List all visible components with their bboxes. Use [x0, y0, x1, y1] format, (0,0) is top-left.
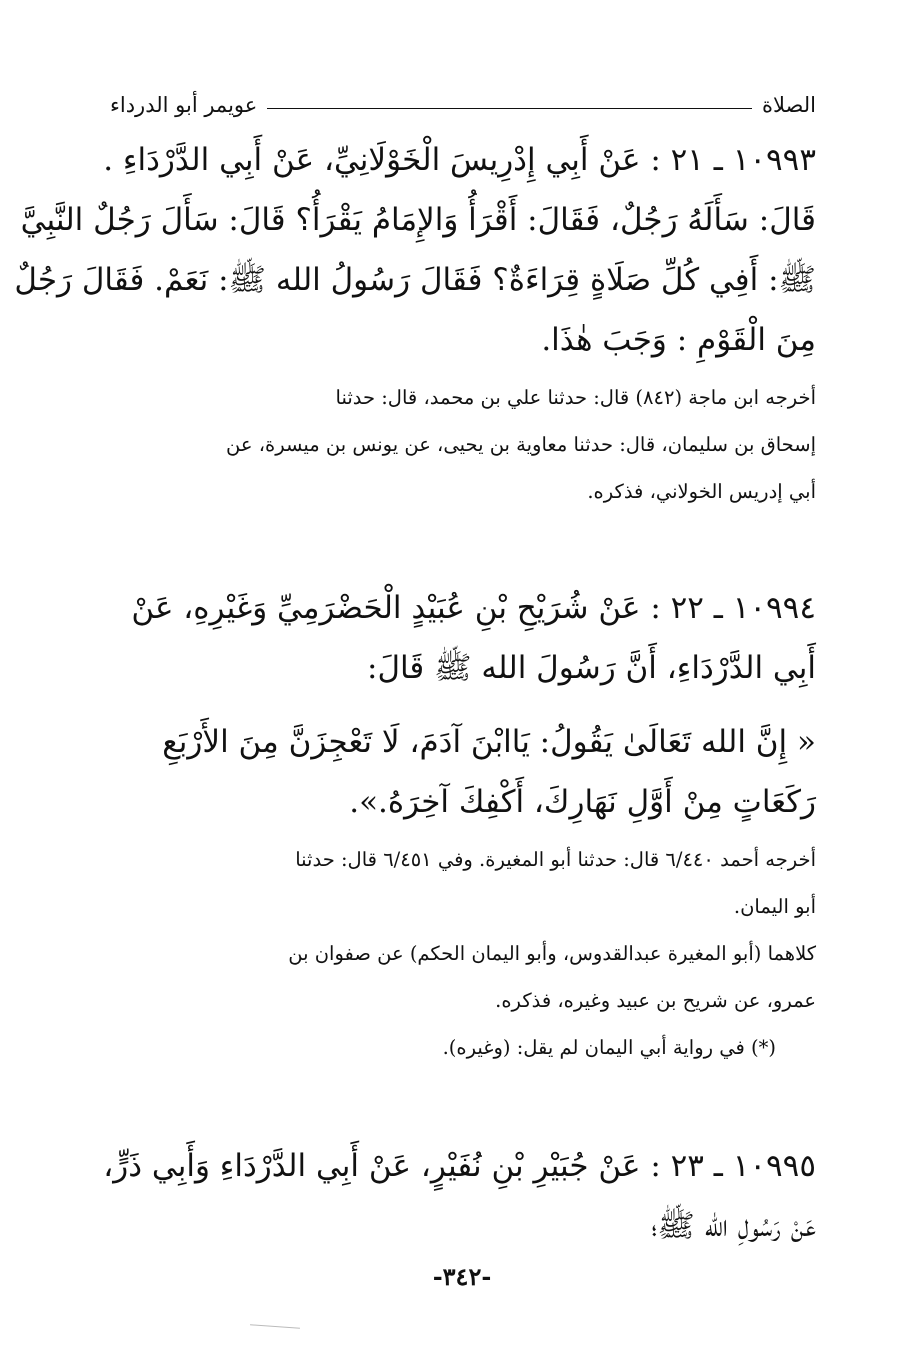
takhrij-10994 — [108, 836, 816, 1071]
header-rule — [267, 108, 752, 109]
running-header — [110, 88, 816, 122]
takhrij-note: (*) في رواية أبي اليمان لم يقل: (وغيره). — [442, 1036, 776, 1059]
hadith-line: ١٠٩٩٥ ـ ٢٣ : عَنْ جُبَيْرِ بْنِ نُفَيْرٍ، عَنْ أَبِي الدَّرْدَاءِ وَأَبِي ذَرٍّ، — [103, 1148, 816, 1184]
takhrij-line: أخرجه أحمد ٦/٤٤٠ قال: حدثنا أبو المغيرة. وفي ٦/٤٥١ قال: حدثنا — [295, 848, 816, 871]
hadith-line: عَنْ رَسُولِ الله ﷺ؛ — [651, 1208, 816, 1244]
takhrij-line: إسحاق بن سليمان، قال: حدثنا معاوية بن يحيى، عن يونس بن ميسرة، عن — [226, 433, 816, 456]
hadith-10994-intro — [108, 578, 816, 698]
hadith-line: ١٠٩٩٣ ـ ٢١ : عَنْ أَبِي إِدْرِيسَ الْخَوْلَانِيِّ، عَنْ أَبِي الدَّرْدَاءِ . — [103, 142, 816, 178]
hadith-10994-text — [108, 712, 816, 832]
takhrij-line: أخرجه ابن ماجة (٨٤٢) قال: حدثنا علي بن محمد، قال: حدثنا — [335, 386, 816, 409]
takhrij-10993 — [108, 374, 816, 515]
hadith-line: قَالَ: سَأَلَهُ رَجُلٌ، فَقَالَ: أَقْرَأُ وَالإِمَامُ يَقْرَأُ؟ قَالَ: سَأَلَ رَجُلٌ النَّبِيَّ — [20, 202, 816, 238]
hadith-line: ١٠٩٩٤ ـ ٢٢ : عَنْ شُرَيْحِ بْنِ عُبَيْدٍ الْحَضْرَمِيِّ وَغَيْرِهِ، عَنْ — [131, 590, 816, 626]
header-narrator: عويمر أبو الدرداء — [110, 93, 258, 117]
hadith-line: مِنَ الْقَوْمِ : وَجَبَ هٰذَا. — [541, 322, 816, 358]
scan-mark — [250, 1324, 300, 1328]
page-number: -٣٤٢- — [432, 1262, 492, 1291]
takhrij-line: عمرو، عن شريح بن عبيد وغيره، فذكره. — [495, 989, 816, 1012]
takhrij-line: كلاهما (أبو المغيرة عبدالقدوس، وأبو اليمان الحكم) عن صفوان بن — [288, 942, 816, 965]
takhrij-line: أبي إدريس الخولاني، فذكره. — [587, 480, 816, 503]
hadith-line: « إِنَّ الله تَعَالَىٰ يَقُولُ: يَاابْنَ آدَمَ، لَا تَعْجِزَنَّ مِنَ الأَرْبَعِ — [162, 724, 816, 760]
hadith-line: رَكَعَاتٍ مِنْ أَوَّلِ نَهَارِكَ، أَكْفِكَ آخِرَهُ.». — [349, 784, 816, 820]
takhrij-line: أبو اليمان. — [733, 895, 816, 918]
hadith-10995 — [103, 1136, 816, 1256]
hadith-line: ﷺ: أَفِي كُلِّ صَلَاةٍ قِرَاءَةٌ؟ فَقَالَ رَسُولُ الله ﷺ: نَعَمْ. فَقَالَ رَجُلٌ — [14, 262, 816, 298]
hadith-10993 — [14, 130, 816, 370]
header-chapter: الصلاة — [762, 93, 816, 117]
hadith-line: أَبِي الدَّرْدَاءِ، أَنَّ رَسُولَ الله ﷺ قَالَ: — [367, 650, 816, 686]
